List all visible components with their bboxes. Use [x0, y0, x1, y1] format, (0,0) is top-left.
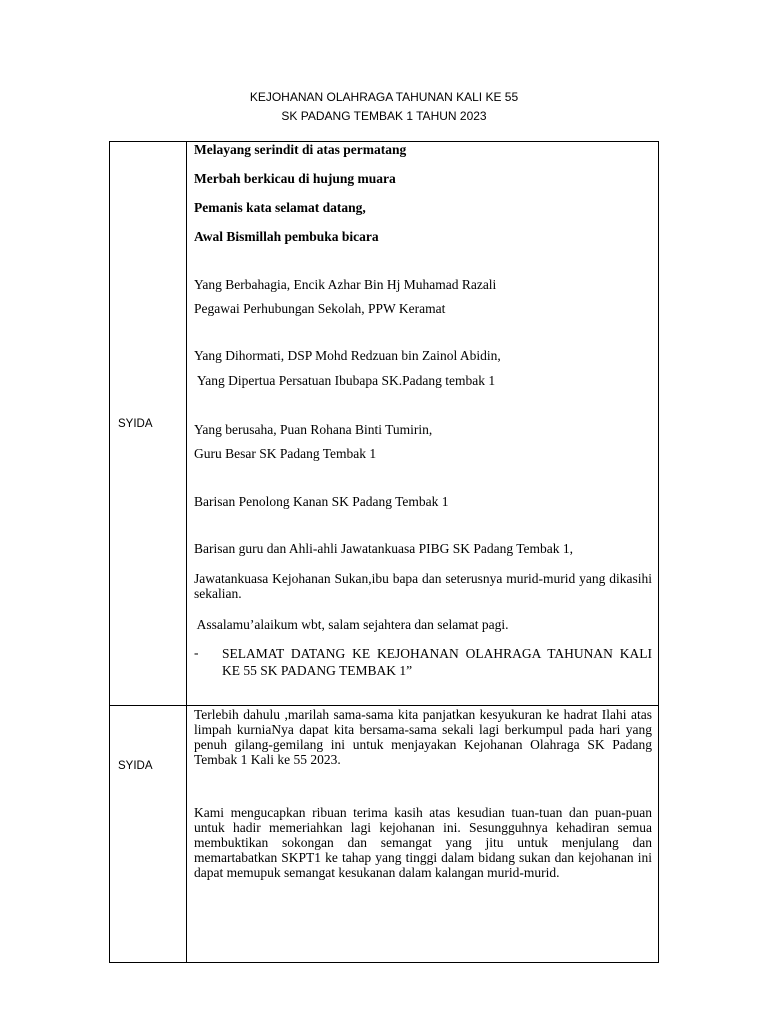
salutation-line: Pegawai Perhubungan Sekolah, PPW Keramat	[194, 301, 446, 316]
salutation-line: Barisan Penolong Kanan SK Padang Tembak 1	[194, 494, 449, 509]
script-cell	[187, 142, 658, 705]
pantun-line: Pemanis kata selamat datang,	[194, 200, 366, 215]
table-row	[110, 142, 658, 705]
pantun-line: Merbah berkicau di hujung muara	[194, 171, 396, 186]
document-header	[0, 88, 768, 126]
salutation-line: Yang berusaha, Puan Rohana Binti Tumirin,	[194, 422, 433, 437]
table-row	[110, 705, 658, 962]
event-title: KEJOHANAN OLAHRAGA TAHUNAN KALI KE 55	[249, 90, 519, 104]
script-table	[109, 141, 659, 963]
school-year-title: SK PADANG TEMBAK 1 TAHUN 2023	[281, 109, 487, 123]
pantun-line: Melayang serindit di atas permatang	[194, 142, 407, 157]
salutation-line: Yang Dihormati, DSP Mohd Redzuan bin Zainol Abidin,	[194, 348, 501, 363]
speaker-name: SYIDA	[118, 760, 153, 772]
paragraph: Kami mengucapkan ribuan terima kasih atas kesudian tuan-tuan dan puan-puan untuk hadir memeriahkan lagi kejohanan ini. Sesungguhnya kehadiran semua membuktikan sokongan dan semangat yang jitu untuk menjulang dan memartabatkan SKPT1 ke tahap yang tinggi dalam bidang sukan dan kejohanan ini dapat memupuk semangat kesukanan dalam kalangan murid-murid.	[194, 805, 652, 880]
greeting-line: Assalamu’alaikum wbt, salam sejahtera dan selamat pagi.	[194, 617, 509, 632]
paragraph: Jawatankuasa Kejohanan Sukan,ibu bapa dan seterusnya murid-murid yang dikasihi sekalian.	[194, 571, 652, 601]
welcome-text: SELAMAT DATANG KE KEJOHANAN OLAHRAGA TAHUNAN KALI KE 55 SK PADANG TEMBAK 1”	[222, 646, 652, 678]
script-cell	[187, 706, 658, 962]
salutation-line: Yang Dipertua Persatuan Ibubapa SK.Padang tembak 1	[194, 373, 496, 388]
speaker-name: SYIDA	[118, 417, 153, 430]
salutation-line: Yang Berbahagia, Encik Azhar Bin Hj Muhamad Razali	[194, 277, 497, 292]
pantun-line: Awal Bismillah pembuka bicara	[194, 229, 379, 244]
salutation-line: Barisan guru dan Ahli-ahli Jawatankuasa PIBG SK Padang Tembak 1,	[194, 541, 573, 556]
speaker-cell	[110, 142, 187, 705]
speaker-cell	[110, 706, 187, 962]
bullet-dash: -	[194, 645, 199, 660]
salutation-line: Guru Besar SK Padang Tembak 1	[194, 446, 377, 461]
welcome-bullet	[194, 645, 652, 679]
paragraph: Terlebih dahulu ,marilah sama-sama kita panjatkan kesyukuran ke hadrat Ilahi atas limpah kurniaNya dapat kita bersama-sama sekali lagi berkumpul pada hari yang penuh gilang-gemilang ini untuk menjayakan Kejohanan Olahraga SK Padang Tembak 1 Kali ke 55 2023.	[194, 707, 652, 767]
